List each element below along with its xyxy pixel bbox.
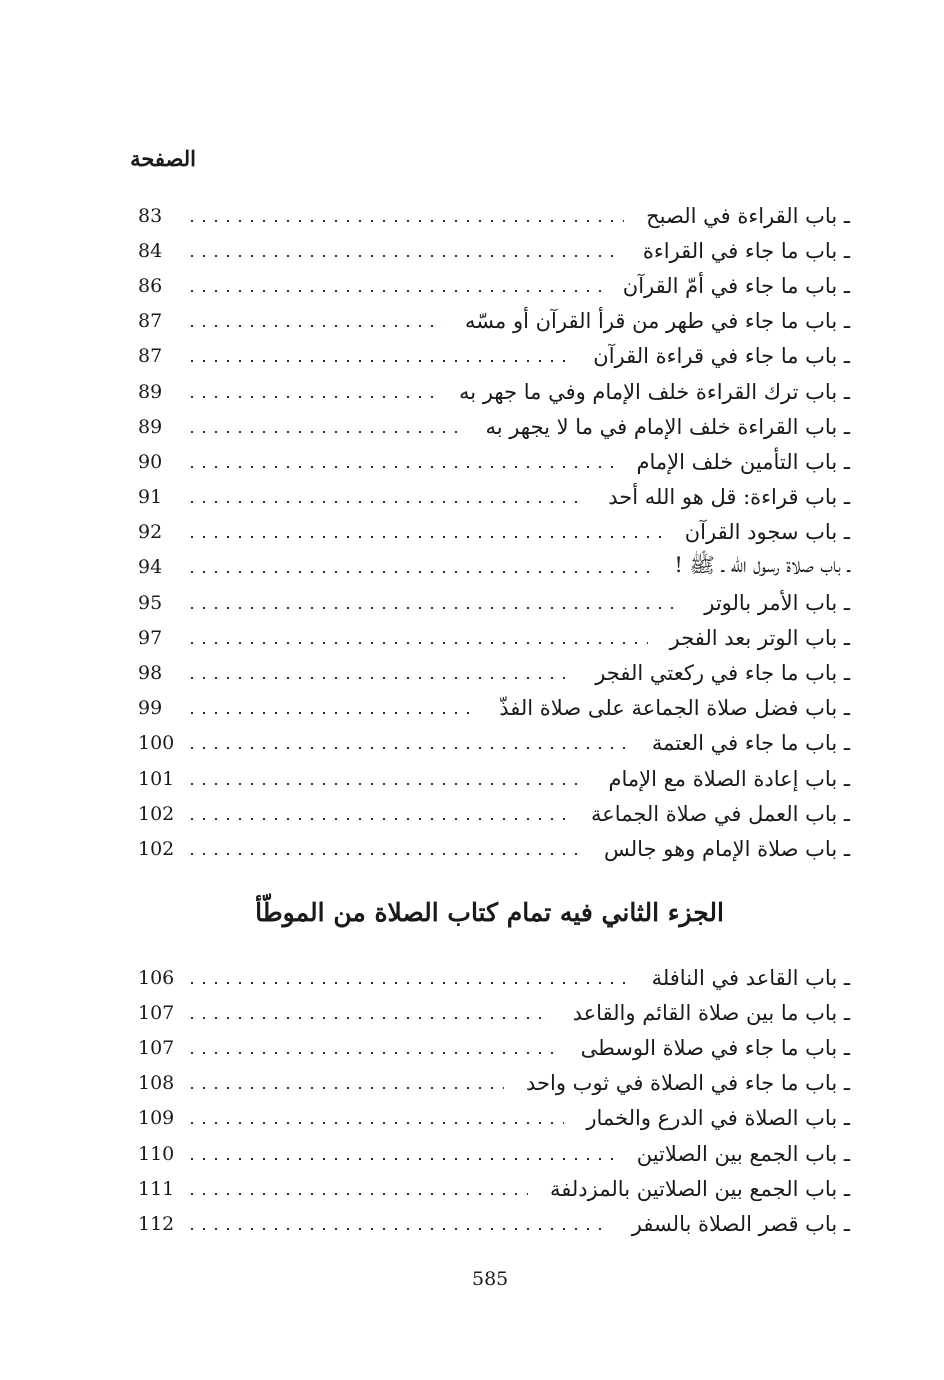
toc-entry: [138, 515, 850, 550]
dot-leader: [186, 642, 648, 644]
toc-entry-title: ـ باب ما جاء في أمّ القرآن: [613, 274, 850, 298]
toc-entry: [138, 796, 850, 831]
toc-entry-title: ـ باب القاعد في النافلة: [642, 966, 850, 990]
toc-entry-page-number: 101: [138, 767, 175, 790]
dot-leader: [186, 607, 682, 609]
toc-entry-title: ـ باب الجمع بين الصلاتين بالمزدلفة: [540, 1177, 850, 1201]
toc-entry-page-number: 109: [138, 1107, 175, 1130]
toc-entry-title: ـ باب سجود القرآن: [675, 520, 850, 544]
toc-entry-page-number: 110: [138, 1142, 175, 1165]
toc-entry: [138, 550, 850, 585]
toc-entry-title: ـ باب ما جاء في طهر من قرأ القرآن أو مسّه: [455, 309, 850, 333]
toc-entry-title: ـ باب ما جاء في قراءة القرآن: [583, 344, 850, 368]
toc-entry-title: ـ باب إعادة الصلاة مع الإمام: [598, 767, 850, 791]
toc-entry-page-number: 102: [138, 837, 175, 860]
toc-entry-title: ـ باب ما جاء في القراءة: [633, 239, 850, 263]
dot-leader: [186, 290, 601, 292]
toc-entry-page-number: 87: [138, 310, 163, 333]
toc-entry-page-number: 86: [138, 274, 163, 297]
toc-entry: [138, 1030, 850, 1065]
toc-entry: [138, 761, 850, 796]
dot-leader: [186, 220, 624, 222]
toc-entry-page-number: 90: [138, 450, 163, 473]
toc-entry-page-number: 92: [138, 521, 163, 544]
dot-leader: [186, 325, 443, 327]
toc-entry-page-number: 84: [138, 239, 163, 262]
toc-entry-page-number: 107: [138, 1036, 175, 1059]
toc-entry: [138, 444, 850, 479]
toc-entry-page-number: 99: [138, 697, 163, 720]
toc-entry: [138, 409, 850, 444]
toc-entry: [138, 198, 850, 233]
dot-leader: [186, 466, 614, 468]
toc-entry-title: ـ باب ما جاء في صلاة الوسطى: [571, 1036, 850, 1060]
toc-entry: [138, 1066, 850, 1101]
toc-entry-page-number: 95: [138, 591, 163, 614]
toc-entry-title: ـ باب العمل في صلاة الجماعة: [581, 802, 850, 826]
toc-entry-page-number: 94: [138, 556, 163, 579]
toc-entry: [138, 268, 850, 303]
toc-entry: [138, 1206, 850, 1241]
toc-entry: [138, 233, 850, 268]
toc-entry-title: ـ باب التأمين خلف الإمام: [626, 450, 850, 474]
toc-entry: [138, 1136, 850, 1171]
toc-entry-page-number: 100: [138, 732, 175, 755]
dot-leader: [186, 1052, 559, 1054]
dot-leader: [186, 1017, 551, 1019]
toc-entry: [138, 831, 850, 866]
toc-entry-title: ـ باب صلاة الإمام وهو جالس: [594, 837, 850, 861]
toc-entry: [138, 1101, 850, 1136]
toc-entry-title: ـ باب فضل صلاة الجماعة على صلاة الفذّ: [489, 696, 850, 720]
toc-entry: [138, 480, 850, 515]
toc-entry-title: ـ باب ما جاء في العتمة: [642, 731, 850, 755]
dot-leader: [186, 1122, 564, 1124]
dot-leader: [186, 396, 437, 398]
toc-entry-page-number: 106: [138, 966, 175, 989]
toc-entry-page-number: 83: [138, 204, 163, 227]
toc-entry-page-number: 89: [138, 415, 163, 438]
toc-entry: [138, 960, 850, 995]
dot-leader: [186, 712, 477, 714]
dot-leader: [186, 1193, 528, 1195]
toc-entry-title: ـ باب القراءة في الصبح: [636, 204, 850, 228]
toc-entry: [138, 726, 850, 761]
dot-leader: [186, 783, 586, 785]
dot-leader: [186, 255, 621, 257]
toc-entry: [138, 691, 850, 726]
toc-entry: [138, 655, 850, 690]
toc-list-part-two: [138, 960, 850, 1242]
toc-entry-title: ـ باب ترك القراءة خلف الإمام وفي ما جهر به: [449, 380, 850, 404]
toc-entry-title: ـ باب قراءة: قل هو الله أحد: [598, 485, 850, 509]
toc-entry-title: ـ باب صلاة رسول الله ـ ﷺ !: [664, 552, 850, 583]
dot-leader: [186, 677, 573, 679]
toc-entry: [138, 339, 850, 374]
toc-entry-page-number: 112: [138, 1212, 175, 1235]
toc-entry-title: ـ باب ما جاء في ركعتي الفجر: [585, 661, 850, 685]
toc-entry: [138, 585, 850, 620]
section-heading: الجزء الثاني فيه تمام كتاب الصلاة من الموطّأ: [255, 898, 724, 927]
toc-entry-title: ـ باب ما جاء في الصلاة في ثوب واحد: [516, 1071, 850, 1095]
toc-entry-title: ـ باب القراءة خلف الإمام في ما لا يجهر به: [476, 415, 850, 439]
toc-entry: [138, 304, 850, 339]
page-column-header: الصفحة: [130, 146, 196, 171]
toc-entry-page-number: 91: [138, 486, 163, 509]
dot-leader: [186, 571, 652, 573]
toc-entry-page-number: 97: [138, 626, 163, 649]
dot-leader: [186, 982, 630, 984]
dot-leader: [186, 501, 586, 503]
dot-leader: [186, 818, 569, 820]
toc-entry-title: ـ باب الوتر بعد الفجر: [660, 626, 850, 650]
toc-entry: [138, 374, 850, 409]
toc-entry-title: ـ باب الجمع بين الصلاتين: [627, 1142, 850, 1166]
toc-entry-page-number: 107: [138, 1001, 175, 1024]
toc-entry-title: ـ باب ما بين صلاة القائم والقاعد: [563, 1001, 850, 1025]
toc-entry-page-number: 102: [138, 802, 175, 825]
dot-leader: [186, 747, 630, 749]
toc-entry: [138, 620, 850, 655]
dot-leader: [186, 360, 571, 362]
toc-entry-title: ـ باب قصر الصلاة بالسفر: [622, 1212, 850, 1236]
dot-leader: [186, 431, 464, 433]
dot-leader: [186, 1158, 615, 1160]
dot-leader: [186, 1087, 504, 1089]
toc-entry-title: ـ باب الصلاة في الدرع والخمار: [576, 1106, 850, 1130]
toc-entry-page-number: 89: [138, 380, 163, 403]
toc-entry-page-number: 98: [138, 662, 163, 685]
page-number: 585: [472, 1268, 509, 1290]
toc-entry-title: ـ باب الأمر بالوتر: [694, 591, 850, 615]
toc-list-part-one: [138, 198, 850, 867]
dot-leader: [186, 853, 582, 855]
dot-leader: [186, 1228, 610, 1230]
toc-entry-page-number: 87: [138, 345, 163, 368]
toc-entry-page-number: 108: [138, 1072, 175, 1095]
toc-entry: [138, 1171, 850, 1206]
toc-entry-page-number: 111: [138, 1177, 175, 1200]
dot-leader: [186, 536, 663, 538]
toc-entry: [138, 995, 850, 1030]
